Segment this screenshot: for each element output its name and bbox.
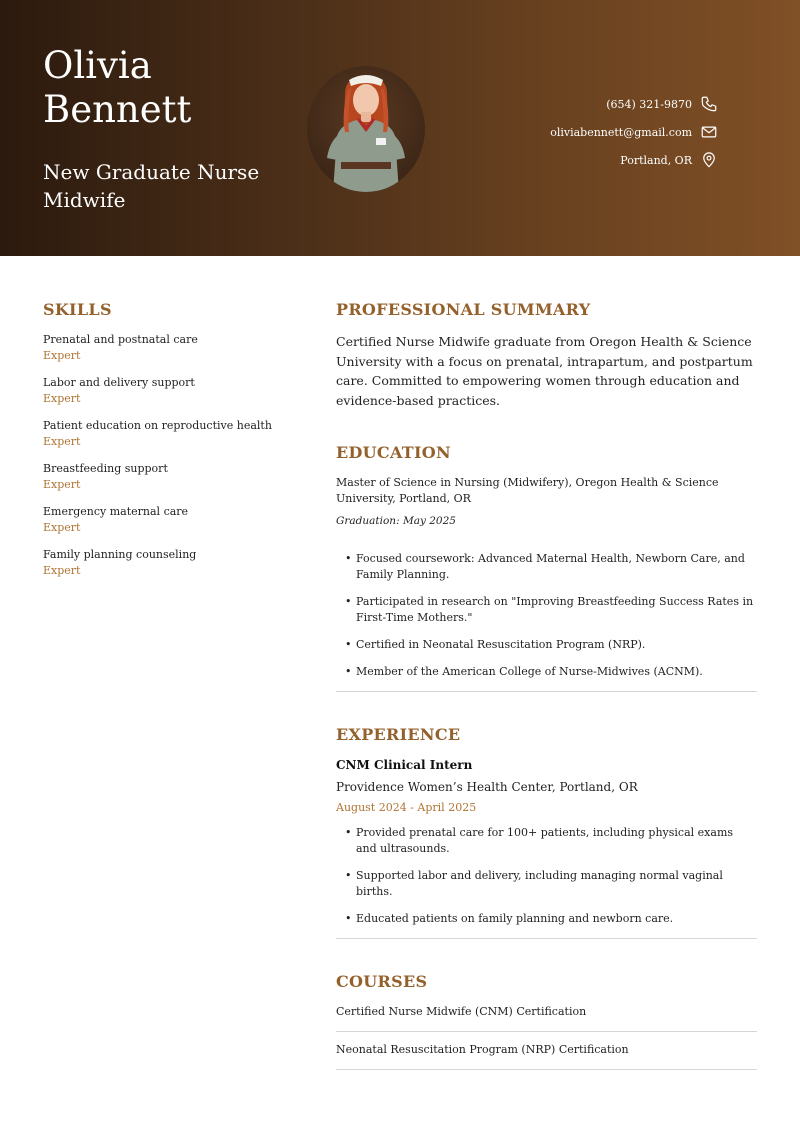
education-section — [336, 443, 758, 692]
courses-section — [336, 972, 758, 1070]
courses-heading: COURSES — [336, 972, 428, 991]
skill-level: Expert — [43, 435, 81, 448]
portrait-illustration — [307, 66, 425, 192]
right-column — [336, 300, 758, 1070]
resume-header — [0, 0, 800, 256]
contact-phone — [550, 90, 718, 118]
candidate-name — [43, 44, 191, 132]
skills-heading: SKILLS — [43, 300, 112, 319]
summary-section — [336, 300, 758, 410]
contact-info — [550, 90, 718, 174]
list-item: • Certified in Neonatal Resuscitation Program (NRP). — [336, 637, 768, 653]
skill-level: Expert — [43, 349, 81, 362]
skill-item — [43, 332, 283, 364]
job-dates: August 2024 - April 2025 — [336, 801, 477, 814]
section-divider — [336, 691, 757, 692]
skill-item — [43, 504, 283, 536]
experience-heading: EXPERIENCE — [336, 725, 461, 744]
list-item: • Supported labor and delivery, including managing normal vaginal births. — [336, 868, 736, 900]
education-bullets — [336, 551, 768, 680]
first-name: Olivia — [43, 44, 152, 87]
skill-name: Emergency maternal care — [43, 505, 189, 518]
skill-item — [43, 547, 283, 579]
skill-name: Breastfeeding support — [43, 462, 168, 475]
skill-level: Expert — [43, 521, 81, 534]
skill-item — [43, 418, 283, 450]
phone-icon — [700, 95, 718, 113]
last-name: Bennett — [43, 88, 192, 131]
profile-photo — [307, 66, 425, 192]
location-text: Portland, OR — [620, 153, 692, 167]
envelope-icon — [700, 123, 718, 141]
contact-email — [550, 118, 718, 146]
summary-heading: PROFESSIONAL SUMMARY — [336, 300, 591, 319]
list-item: • Educated patients on family planning and newborn care. — [336, 911, 736, 927]
education-degree: Master of Science in Nursing (Midwifery), Oregon Health & Science University, Portland, OR — [336, 476, 719, 505]
map-pin-icon — [700, 151, 718, 169]
education-graduation: Graduation: May 2025 — [336, 515, 456, 527]
job-title-headline: New Graduate Nurse Midwife — [43, 160, 260, 212]
summary-text: Certified Nurse Midwife graduate from Oregon Health & Science University with a focus on prenatal, intrapartum, and postpartum care. Committed to empowering women through education and evidence-based practices. — [336, 334, 753, 408]
skill-name: Family planning counseling — [43, 548, 197, 561]
section-divider — [336, 1069, 757, 1070]
skill-level: Expert — [43, 478, 81, 491]
section-divider — [336, 1031, 757, 1032]
course-item: Neonatal Resuscitation Program (NRP) Certification — [336, 1043, 629, 1056]
experience-bullets — [336, 825, 736, 927]
job-company: Providence Women’s Health Center, Portland, OR — [336, 780, 638, 794]
list-item: • Focused coursework: Advanced Maternal Health, Newborn Care, and Family Planning. — [336, 551, 768, 583]
skill-item — [43, 375, 283, 407]
email-text[interactable]: oliviabennett@gmail.com — [550, 125, 692, 139]
skill-level: Expert — [43, 392, 81, 405]
list-item: • Participated in research on "Improving Breastfeeding Success Rates in First-Time Mothers." — [336, 594, 768, 626]
skills-list — [43, 332, 283, 579]
job-role: CNM Clinical Intern — [336, 758, 473, 772]
section-divider — [336, 938, 757, 939]
skill-item — [43, 461, 283, 493]
phone-text: (654) 321-9870 — [606, 97, 692, 111]
experience-section — [336, 725, 758, 939]
list-item: • Member of the American College of Nurse-Midwives (ACNM). — [336, 664, 768, 680]
skill-level: Expert — [43, 564, 81, 577]
list-item: • Provided prenatal care for 100+ patients, including physical exams and ultrasounds. — [336, 825, 736, 857]
left-column — [43, 300, 283, 590]
contact-location — [550, 146, 718, 174]
course-item: Certified Nurse Midwife (CNM) Certification — [336, 1005, 587, 1018]
skill-name: Labor and delivery support — [43, 376, 195, 389]
education-heading: EDUCATION — [336, 443, 451, 462]
skill-name: Prenatal and postnatal care — [43, 333, 198, 346]
skill-name: Patient education on reproductive health — [43, 419, 272, 432]
